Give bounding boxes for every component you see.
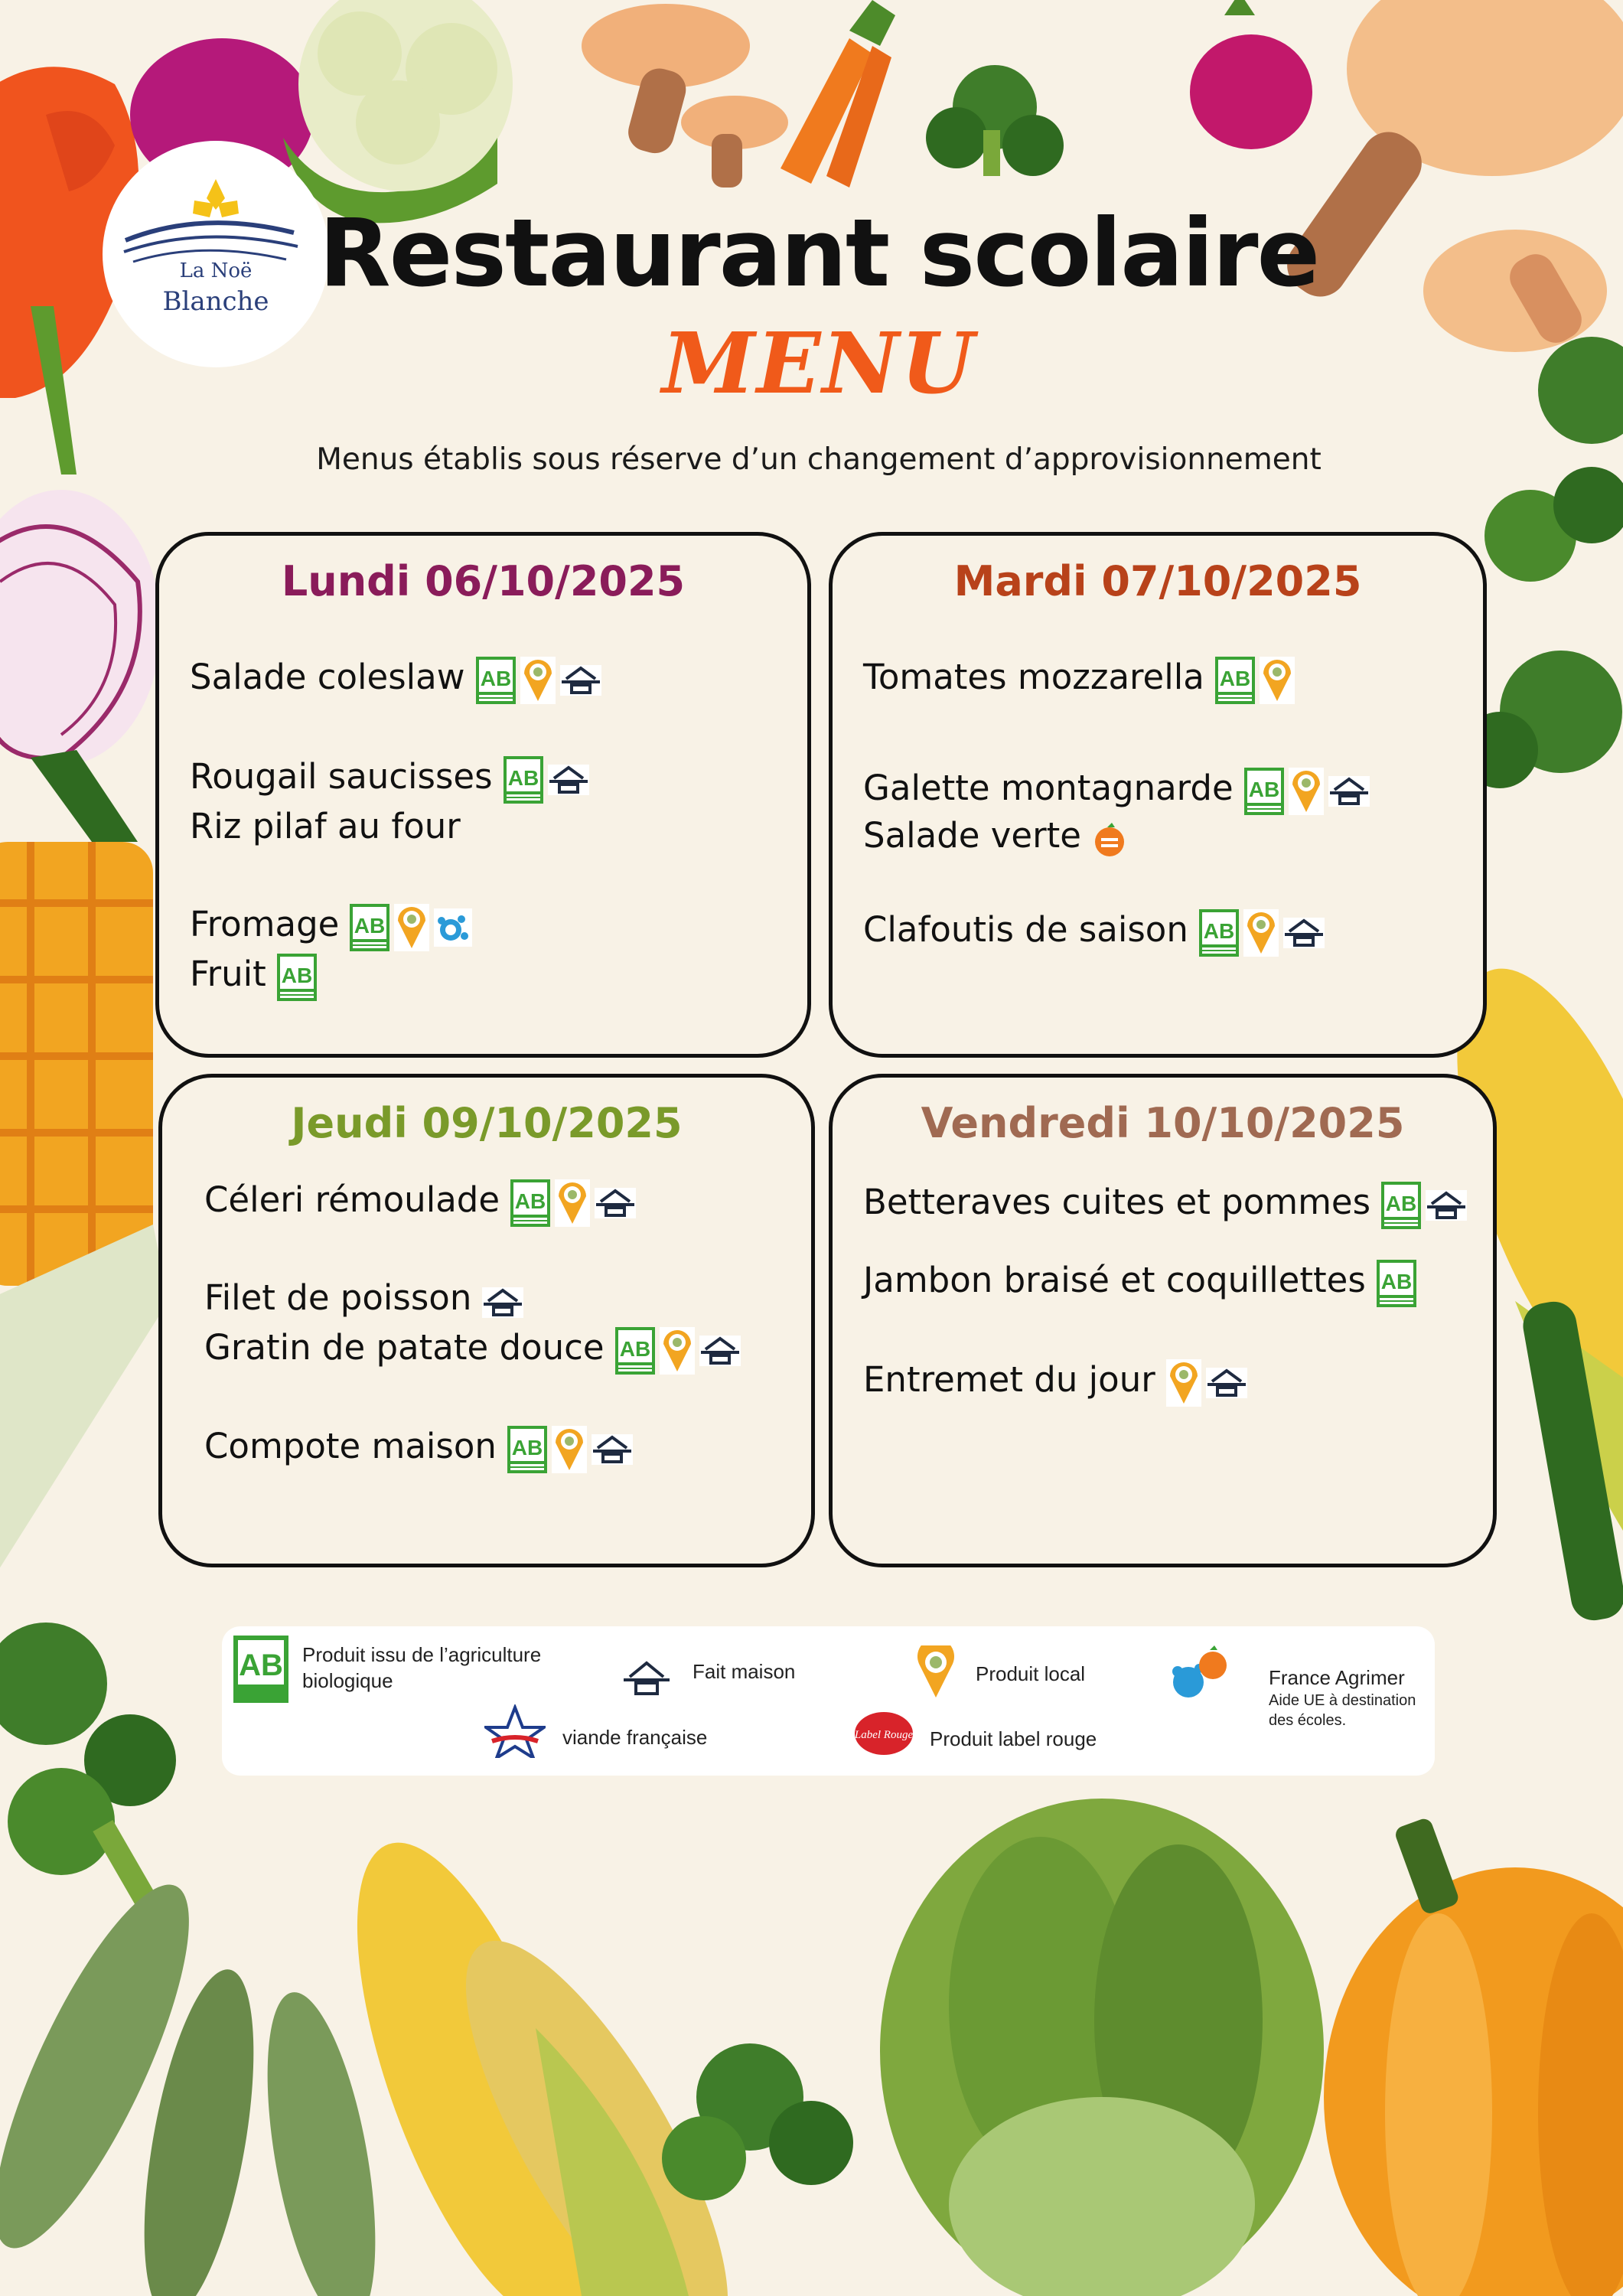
homemade-icon	[624, 1658, 670, 1697]
organic-ab-icon	[1377, 1261, 1421, 1301]
menu-item	[863, 813, 1132, 861]
menu-item	[863, 907, 1329, 957]
organic-ab-icon	[277, 954, 321, 995]
homemade-icon	[482, 1280, 528, 1320]
menu-item	[204, 1177, 640, 1227]
homemade-icon	[1426, 1182, 1471, 1223]
organic-ab-icon	[615, 1328, 660, 1368]
menu-item-label: Fromage	[190, 904, 340, 944]
label-icons	[510, 1178, 640, 1227]
label-icons	[1377, 1258, 1421, 1307]
menu-item-label: Fruit	[190, 954, 266, 994]
label-icons	[1199, 908, 1329, 957]
svg-text:AB: AB	[281, 964, 313, 987]
menu-item	[863, 1179, 1471, 1229]
homemade-icon	[560, 657, 606, 698]
menu-item-label: Entremet du jour	[863, 1359, 1155, 1400]
menu-item-label: Filet de poisson	[204, 1277, 472, 1318]
menu-item-label: Gratin de patate douce	[204, 1327, 605, 1368]
day-title: Lundi 06/10/2025	[281, 557, 686, 605]
menu-item-label: Compote maison	[204, 1426, 497, 1466]
svg-text:AB: AB	[619, 1337, 650, 1361]
menu-item-label: Céleri rémoulade	[204, 1179, 500, 1220]
label-icons	[277, 952, 321, 1001]
organic-ab-icon	[1381, 1182, 1426, 1223]
svg-text:AB: AB	[507, 766, 539, 790]
label-legend	[222, 1626, 1435, 1776]
svg-text:AB: AB	[1248, 778, 1279, 801]
local-product-icon	[1289, 768, 1328, 809]
france-agrimer-icon	[434, 905, 477, 945]
menu-item	[204, 1424, 637, 1473]
local-product-icon	[552, 1427, 592, 1467]
menu-item	[204, 1325, 745, 1375]
french-meat-icon	[484, 1704, 546, 1758]
svg-text:AB: AB	[480, 667, 511, 690]
menu-item-label: Riz pilaf au four	[190, 806, 461, 846]
local-product-icon	[394, 905, 434, 945]
homemade-icon	[592, 1427, 637, 1467]
day-card-tuesday	[829, 532, 1487, 1058]
label-icons	[1215, 655, 1299, 704]
menu-item	[863, 765, 1374, 815]
legend-agrimer-line-2: des écoles.	[1269, 1712, 1347, 1729]
svg-text:AB: AB	[354, 914, 386, 938]
label-icons	[1166, 1358, 1252, 1407]
local-product-icon	[1260, 657, 1299, 698]
svg-text:AB: AB	[1203, 919, 1235, 943]
menu-item-label: Salade verte	[863, 815, 1081, 856]
organic-ab-icon	[1244, 768, 1289, 809]
homemade-icon	[699, 1328, 745, 1368]
menu-item	[190, 951, 321, 1001]
menu-item-label: Tomates mozzarella	[863, 657, 1204, 697]
legend-homemade: Fait maison	[693, 1660, 796, 1683]
homemade-icon	[1283, 910, 1329, 951]
svg-text:AB: AB	[514, 1189, 546, 1213]
svg-text:AB: AB	[1385, 1192, 1417, 1215]
legend-organic	[302, 1642, 541, 1694]
logo-line-2: Blanche	[162, 286, 269, 317]
legend-agrimer-line-1: Aide UE à destination	[1269, 1692, 1416, 1709]
menu-item-label: Rougail saucisses	[190, 756, 493, 797]
day-card-thursday	[158, 1074, 815, 1567]
svg-text:AB: AB	[1380, 1270, 1413, 1293]
menu-item-label: Jambon braisé et coquillettes	[863, 1260, 1366, 1300]
organic-ab-icon	[476, 657, 520, 698]
label-icons	[615, 1326, 745, 1375]
organic-ab-icon	[510, 1180, 555, 1221]
local-product-icon	[660, 1328, 699, 1368]
day-card-monday	[155, 532, 811, 1058]
legend-local: Produit local	[976, 1662, 1086, 1685]
label-icons	[1381, 1180, 1471, 1229]
organic-ab-icon	[350, 905, 394, 945]
menu-item	[190, 902, 477, 951]
menu-item	[863, 1257, 1421, 1307]
homemade-icon	[1328, 768, 1374, 809]
menu-item-label: Betteraves cuites et pommes	[863, 1182, 1371, 1222]
svg-text:AB: AB	[1219, 667, 1251, 690]
homemade-icon	[1206, 1360, 1252, 1401]
day-card-friday	[829, 1074, 1497, 1567]
label-rouge-icon	[853, 1709, 914, 1758]
label-icons	[350, 902, 477, 951]
menu-item	[190, 804, 461, 850]
menu-item-label: Galette montagnarde	[863, 768, 1234, 808]
logo-line-1: La Noë	[179, 259, 253, 282]
day-title: Vendredi 10/10/2025	[921, 1099, 1405, 1147]
day-title: Jeudi 09/10/2025	[291, 1099, 683, 1147]
ab-badge: AB	[239, 1649, 283, 1682]
local-product-icon	[916, 1645, 956, 1699]
menu-item	[190, 754, 594, 804]
legend-organic-line-2: biologique	[302, 1669, 393, 1692]
menu-item	[204, 1275, 528, 1323]
menu-item	[190, 654, 606, 704]
label-icons	[1244, 766, 1374, 815]
local-product-icon	[1243, 910, 1283, 951]
page-title: Restaurant scolaire	[318, 199, 1319, 308]
local-product-icon	[520, 657, 560, 698]
legend-organic-line-1: Produit issu de l’agriculture	[302, 1643, 542, 1666]
label-rouge-badge: Label Rouge	[854, 1729, 914, 1741]
label-icons	[482, 1277, 528, 1323]
legend-label-rouge: Produit label rouge	[930, 1727, 1097, 1750]
label-icons	[507, 1424, 637, 1473]
homemade-icon	[595, 1180, 640, 1221]
menu-item	[863, 654, 1299, 704]
label-icons	[504, 755, 594, 804]
menu-item-label: Clafoutis de saison	[863, 909, 1188, 950]
organic-ab-icon	[233, 1636, 288, 1703]
menu-item	[863, 1357, 1252, 1407]
homemade-icon	[548, 757, 594, 797]
label-icons	[1092, 815, 1132, 861]
organic-ab-icon	[504, 757, 548, 797]
france-agrimer-icon	[1167, 1645, 1228, 1707]
day-title: Mardi 07/10/2025	[953, 557, 1362, 605]
organic-ab-icon	[1215, 657, 1260, 698]
organic-ab-icon	[507, 1427, 552, 1467]
svg-text:AB: AB	[511, 1436, 543, 1459]
supply-notice: Menus établis sous réserve d’un changement d’approvisionnement	[316, 442, 1322, 477]
local-product-icon	[1166, 1360, 1206, 1401]
legend-agrimer	[1269, 1665, 1416, 1730]
legend-french-meat: viande française	[562, 1726, 708, 1749]
menu-heading: MENU	[661, 314, 976, 413]
legend-agrimer-title: France Agrimer	[1269, 1666, 1405, 1689]
organic-ab-icon	[1199, 910, 1243, 951]
local-product-icon	[555, 1180, 595, 1221]
menu-item-label: Salade coleslaw	[190, 657, 465, 697]
eu-school-aid-icon	[1092, 817, 1132, 858]
label-icons	[476, 655, 606, 704]
